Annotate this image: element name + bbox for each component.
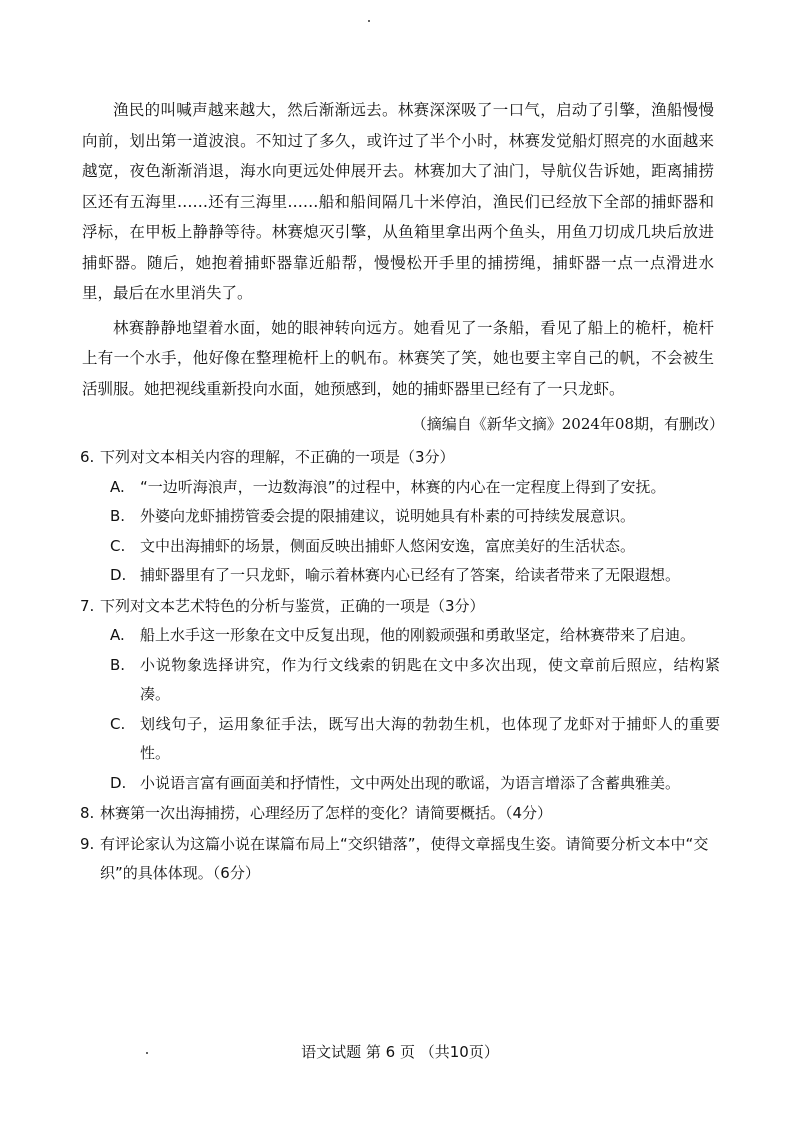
question-stem <box>80 592 720 622</box>
question-text: 下列对文本相关内容的理解，不正确的一项是（3分） <box>100 448 455 466</box>
option-label: B. <box>110 655 126 674</box>
reading-passage <box>82 95 724 438</box>
question-number: 7. <box>80 596 95 615</box>
question-text: 有评论家认为这篇小说在谋篇布局上“交织错落”，使得文章摇曳生姿。请简要分析文本中“交织”的具体体现。（6分） <box>100 834 709 882</box>
option-label: B. <box>110 507 126 525</box>
question-9 <box>80 830 720 889</box>
option-text: 小说语言富有画面美和抒情性，文中两处出现的歌谣，为语言增添了含蓄典雅美。 <box>140 773 681 792</box>
passage-paragraph: 林赛静静地望着水面，她的眼神转向远方。她看见了一条船，看见了船上的桅杆，桅杆上有一个水手，他好像在整理桅杆上的帆布。林赛笑了笑，她也要主宰自己的帆，不会被生活驯服。她把视线重新投向水面，她预感到，她的捕虾器里已经有了一只龙虾。 <box>82 318 714 398</box>
option-c <box>80 710 720 769</box>
question-number: 8. <box>80 804 95 822</box>
question-stem <box>80 830 720 889</box>
option-b <box>80 502 720 532</box>
option-label: C. <box>110 714 126 733</box>
question-stem <box>80 799 720 829</box>
passage-source: （摘编自《新华文摘》2024年08期，有删改） <box>411 415 724 433</box>
question-stem <box>80 443 720 473</box>
option-a <box>80 621 720 651</box>
option-label: D. <box>110 566 127 584</box>
option-c <box>80 532 720 562</box>
question-list <box>80 443 720 890</box>
question-8 <box>80 799 720 829</box>
option-text: 外婆向龙虾捕捞管委会提的限捕建议，说明她具有朴素的可持续发展意识。 <box>140 507 636 525</box>
option-text: “一边听海浪声，一边数海浪”的过程中，林赛的内心在一定程度上得到了安抚。 <box>140 477 666 496</box>
question-text: 下列对文本艺术特色的分析与鉴赏，正确的一项是（3分） <box>100 596 485 615</box>
question-7 <box>80 592 720 799</box>
option-label: D. <box>110 773 127 792</box>
option-text: 小说物象选择讲究，作为行文线索的钥匙在文中多次出现，使文章前后照应，结构紧凑。 <box>140 655 720 703</box>
option-b <box>80 651 720 710</box>
question-number: 9. <box>80 834 95 853</box>
option-text: 文中出海捕虾的场景，侧面反映出捕虾人悠闲安逸，富庶美好的生活状态。 <box>140 536 636 555</box>
question-number: 6. <box>80 448 95 466</box>
question-6 <box>80 443 720 591</box>
option-label: A. <box>110 477 125 496</box>
option-label: A. <box>110 626 125 644</box>
option-a <box>80 473 720 503</box>
option-d <box>80 769 720 799</box>
option-text: 划线句子，运用象征手法，既写出大海的勃勃生机，也体现了龙虾对于捕虾人的重要性。 <box>140 714 720 762</box>
question-text: 林赛第一次出海捕捞，心理经历了怎样的变化？请简要概括。（4分） <box>100 804 553 822</box>
scan-speck <box>368 20 370 22</box>
option-d <box>80 561 720 591</box>
option-text: 捕虾器里有了一只龙虾，喻示着林赛内心已经有了答案，给读者带来了无限遐想。 <box>140 566 681 584</box>
option-label: C. <box>110 536 126 555</box>
page-footer: 语文试题 第 6 页 （共10页） <box>301 1043 499 1061</box>
passage-paragraph: 渔民的叫喊声越来越大，然后渐渐远去。林赛深深吸了一口气，启动了引擎，渔船慢慢向前，划出第一道波浪。不知过了多久，或许过了半个小时，林赛发觉船灯照亮的水面越来越宽，夜色渐渐消退，海水向更远处伸展开去。林赛加大了油门，导航仪告诉她，距离捕捞区还有五海里……还有三海里……船和船间隔几十米停泊，渔民们已经放下全部的捕虾器和浮标，在甲板上静静等待。林赛熄灭引擎，从鱼箱里拿出两个鱼头，用鱼刀切成几块后放进捕虾器。随后，她抱着捕虾器靠近船帮，慢慢松开手里的捕捞绳，捕虾器一点一点滑进水里，最后在水里消失了。 <box>82 101 714 302</box>
option-text: 船上水手这一形象在文中反复出现，他的刚毅顽强和勇敢坚定，给林赛带来了启迪。 <box>140 626 696 644</box>
